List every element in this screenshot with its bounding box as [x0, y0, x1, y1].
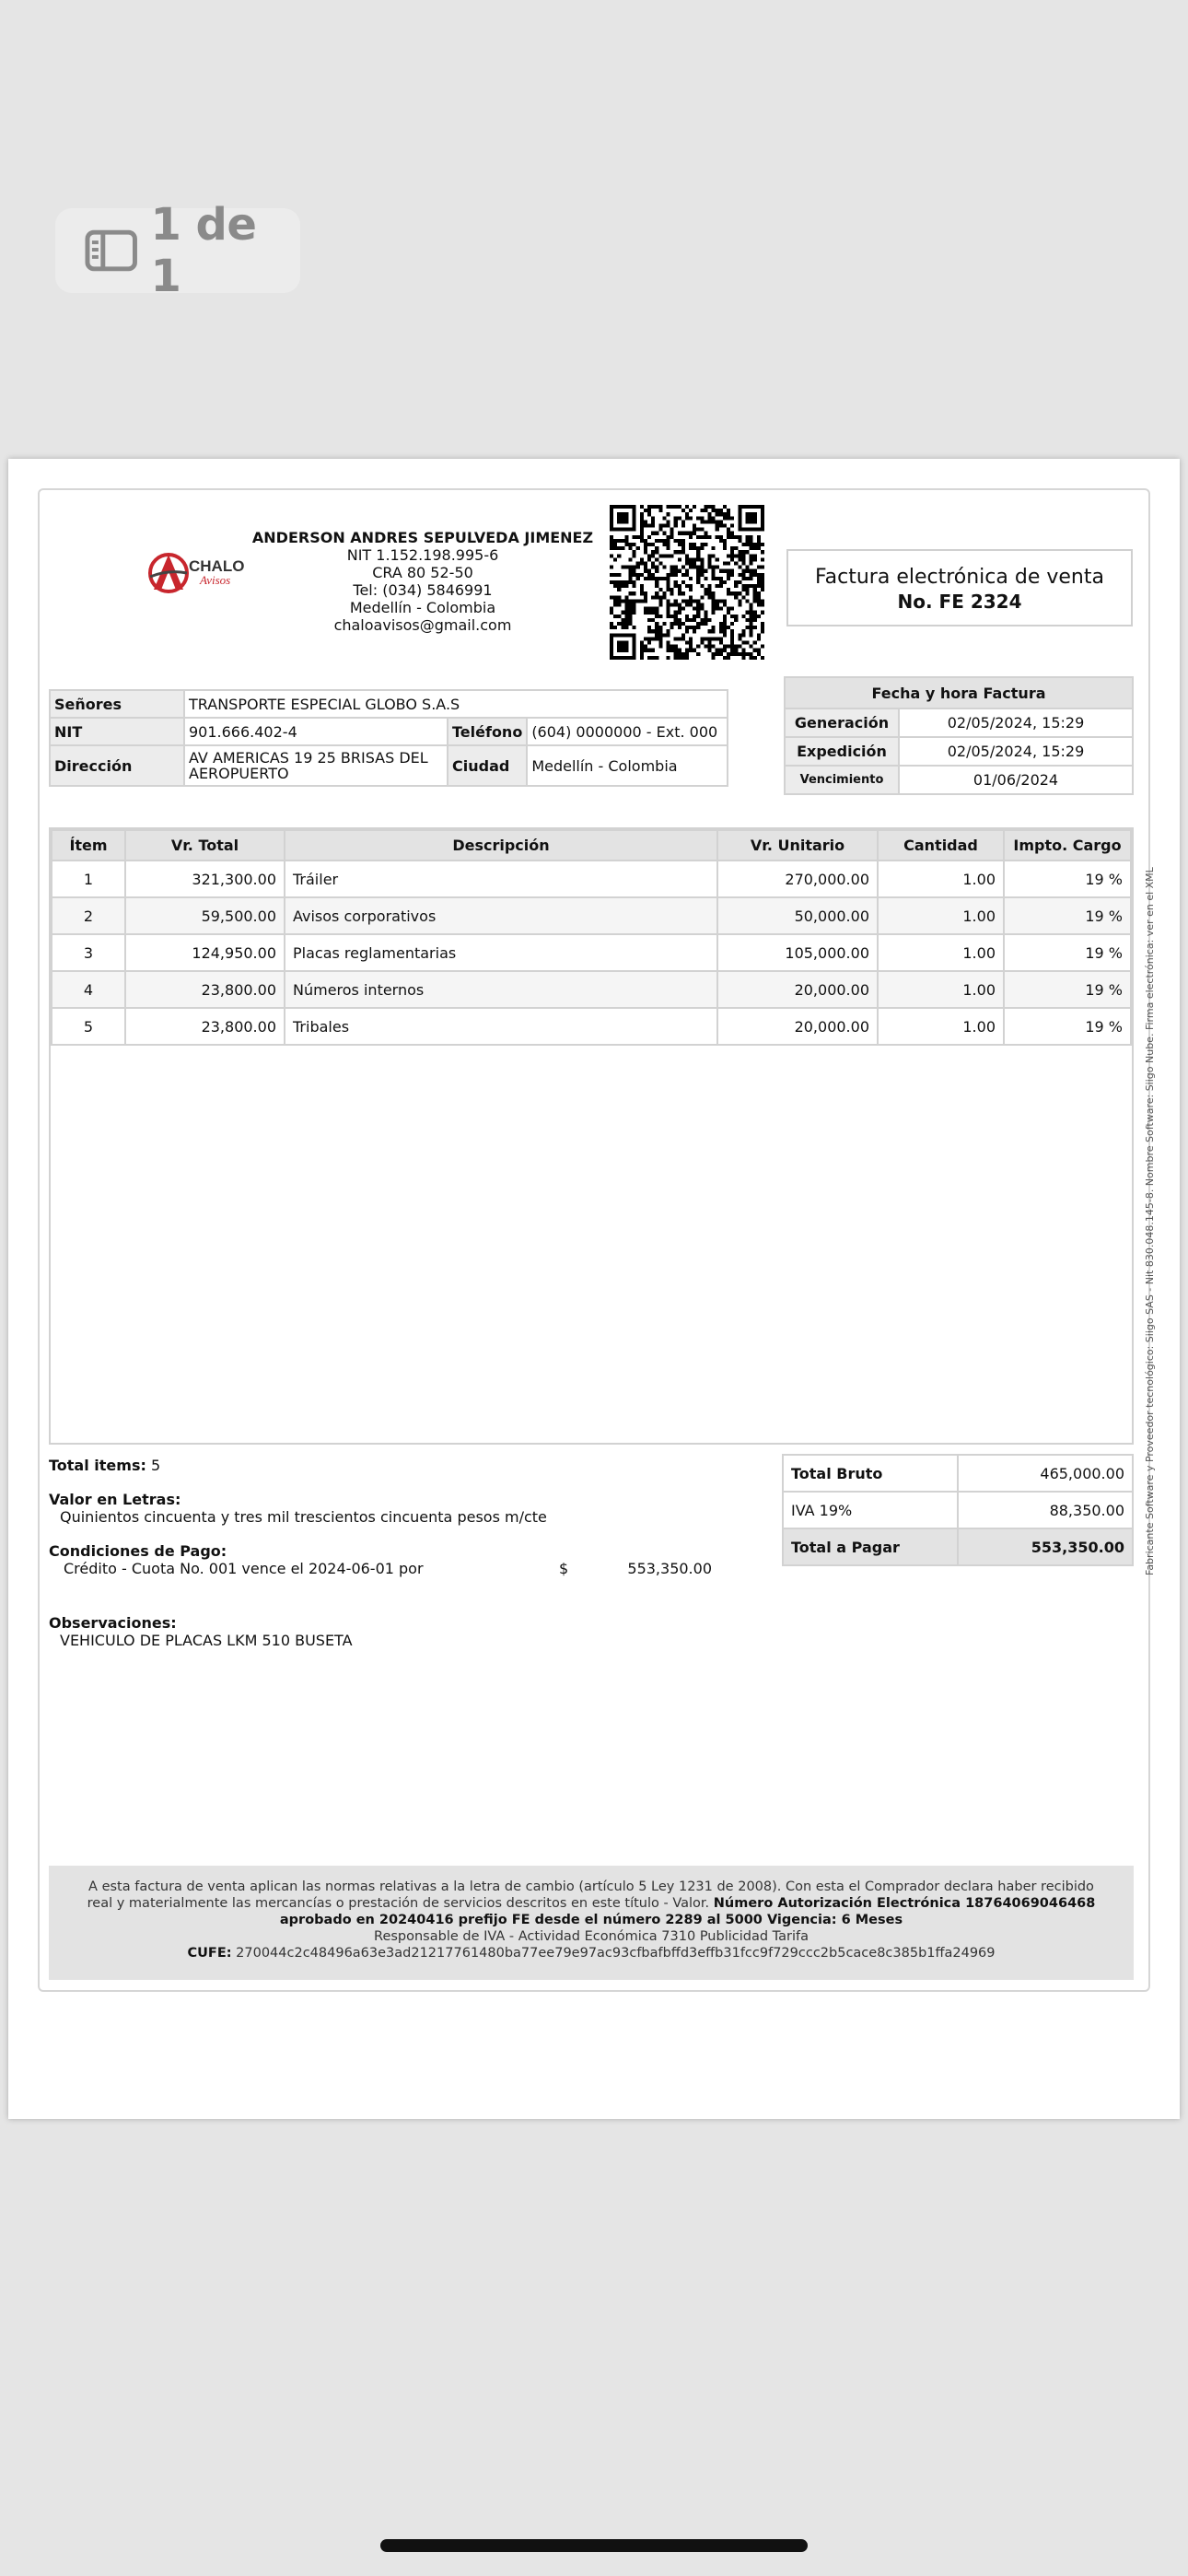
total-pagar-value: 553,350.00: [958, 1528, 1133, 1565]
cell-total: 23,800.00: [125, 971, 285, 1008]
cell-cantidad: 1.00: [878, 1008, 1004, 1045]
emitter-name: ANDERSON ANDRES SEPULVEDA JIMENEZ: [251, 529, 594, 546]
expedicion-label: Expedición: [785, 737, 899, 766]
cell-unitario: 105,000.00: [717, 934, 878, 971]
cell-item: 3: [52, 934, 125, 971]
cell-cantidad: 1.00: [878, 934, 1004, 971]
nit-label: NIT: [50, 718, 184, 745]
total-pagar-label: Total a Pagar: [783, 1528, 958, 1565]
observaciones: [49, 1614, 353, 1649]
dates-table: [784, 676, 1134, 795]
col-descripcion: Descripción: [285, 830, 717, 861]
legal-footer: [49, 1866, 1134, 1980]
condiciones-row: [49, 1560, 749, 1580]
total-bruto-value: 465,000.00: [958, 1455, 1133, 1492]
nit-value: 901.666.402-4: [184, 718, 448, 745]
cell-descripcion: Tráiler: [285, 861, 717, 897]
table-row: [52, 861, 1131, 897]
client-table: [49, 689, 728, 787]
ciudad-label: Ciudad: [448, 745, 527, 786]
cufe-label: CUFE:: [187, 1946, 232, 1961]
cell-impto: 19 %: [1004, 1008, 1131, 1045]
cell-impto: 19 %: [1004, 861, 1131, 897]
items-table: [51, 829, 1132, 1046]
cell-item: 4: [52, 971, 125, 1008]
cell-descripcion: Tribales: [285, 1008, 717, 1045]
condiciones-currency: $: [559, 1560, 569, 1577]
iva-responsibility: Responsable de IVA - Actividad Económica 7310 Publicidad Tarifa: [374, 1929, 809, 1944]
telefono-label: Teléfono: [448, 718, 527, 745]
valor-letras-label: Valor en Letras:: [49, 1491, 181, 1508]
col-cantidad: Cantidad: [878, 830, 1004, 861]
svg-text:CHALO: CHALO: [189, 557, 245, 575]
cell-impto: 19 %: [1004, 971, 1131, 1008]
emitter-phone: Tel: (034) 5846991: [353, 581, 493, 599]
page-indicator[interactable]: [55, 199, 300, 302]
condiciones-value: Crédito - Cuota No. 001 vence el 2024-06-01 por: [64, 1560, 424, 1577]
col-total: Vr. Total: [125, 830, 285, 861]
invoice-document: [8, 459, 1180, 2119]
chalo-avisos-logo: [146, 549, 262, 595]
invoice-summary: [49, 1457, 749, 1580]
dates-header: Fecha y hora Factura: [785, 677, 1133, 708]
ciudad-value: Medellín - Colombia: [527, 745, 728, 786]
direccion-label: Dirección: [50, 745, 184, 786]
observaciones-value: VEHICULO DE PLACAS LKM 510 BUSETA: [60, 1632, 353, 1649]
totals-table: [782, 1454, 1134, 1566]
valor-letras-value: Quinientos cincuenta y tres mil trescientos cincuenta pesos m/cte: [60, 1508, 547, 1526]
cell-total: 59,500.00: [125, 897, 285, 934]
senores-value: TRANSPORTE ESPECIAL GLOBO S.A.S: [184, 690, 728, 718]
iva-label: IVA 19%: [783, 1492, 958, 1528]
table-row: [52, 1008, 1131, 1045]
page-indicator-text: 1 de 1: [150, 199, 257, 302]
condiciones-amount: 553,350.00: [627, 1560, 712, 1577]
vencimiento-value: 01/06/2024: [899, 766, 1133, 794]
iva-value: 88,350.00: [958, 1492, 1133, 1528]
cell-unitario: 20,000.00: [717, 1008, 878, 1045]
cell-total: 124,950.00: [125, 934, 285, 971]
table-row: [52, 897, 1131, 934]
cell-item: 1: [52, 861, 125, 897]
col-unitario: Vr. Unitario: [717, 830, 878, 861]
observaciones-label: Observaciones:: [49, 1614, 177, 1632]
total-bruto-label: Total Bruto: [783, 1455, 958, 1492]
cell-cantidad: 1.00: [878, 897, 1004, 934]
cell-item: 5: [52, 1008, 125, 1045]
condiciones-label: Condiciones de Pago:: [49, 1542, 227, 1560]
vencimiento-label: Vencimiento: [785, 766, 899, 794]
col-impto: Impto. Cargo: [1004, 830, 1131, 861]
cell-impto: 19 %: [1004, 897, 1131, 934]
direccion-value: AV AMERICAS 19 25 BRISAS DEL AEROPUERTO: [184, 745, 448, 786]
cell-impto: 19 %: [1004, 934, 1131, 971]
cell-unitario: 20,000.00: [717, 971, 878, 1008]
cell-descripcion: Placas reglamentarias: [285, 934, 717, 971]
invoice-number: No. FE 2324: [897, 591, 1022, 613]
legal-text: A esta factura de venta aplican las normas relativas a la letra de cambio (artículo 5 Ley 1231 de 2008). Con esta el Comprador declara haber recibido real y materialmente las mercancías o prestación de servicios descritos en este título - Valor.: [87, 1879, 1094, 1911]
invoice-title: Factura electrónica de venta: [815, 566, 1104, 589]
emitter-address: CRA 80 52-50: [372, 564, 473, 581]
cufe-value: 270044c2c48496a63e3ad21217761480ba77ee79e97ac93cfbafbffd3effb31fcc9f729ccc2b5cace8c385b1ffa24969: [236, 1946, 996, 1961]
svg-text:Avisos: Avisos: [200, 573, 231, 587]
cell-cantidad: 1.00: [878, 971, 1004, 1008]
authorization-text: Número Autorización Electrónica 18764069046468 aprobado en 20240416 prefijo FE desde el número 2289 al 5000 Vigencia: 6 Meses: [279, 1896, 1096, 1927]
cell-total: 23,800.00: [125, 1008, 285, 1045]
invoice-title-box: [786, 549, 1133, 626]
items-area: [49, 827, 1134, 1445]
emitter-email: chaloavisos@gmail.com: [333, 616, 512, 634]
home-indicator[interactable]: [380, 2539, 808, 2552]
cell-total: 321,300.00: [125, 861, 285, 897]
total-items-label: Total items:: [49, 1457, 146, 1474]
sidebar-icon: [85, 229, 137, 272]
cell-unitario: 270,000.00: [717, 861, 878, 897]
cell-cantidad: 1.00: [878, 861, 1004, 897]
table-row: [52, 934, 1131, 971]
cell-descripcion: Números internos: [285, 971, 717, 1008]
emitter-info: [248, 529, 598, 634]
total-items-value: 5: [150, 1457, 161, 1474]
emitter-nit: NIT 1.152.198.995-6: [346, 546, 499, 564]
senores-label: Señores: [50, 690, 184, 718]
generacion-label: Generación: [785, 708, 899, 737]
cell-item: 2: [52, 897, 125, 934]
qr-code: [610, 505, 764, 660]
table-row: [52, 971, 1131, 1008]
emitter-city: Medellín - Colombia: [349, 599, 496, 616]
software-provider-text: Fabricante Software y Proveedor tecnológico: Siigo SAS - Nit 830.048.145-8. Nombre Software: Siigo Nube. Firma electrónica: ver en el XML: [1144, 867, 1156, 1575]
cell-descripcion: Avisos corporativos: [285, 897, 717, 934]
generacion-value: 02/05/2024, 15:29: [899, 708, 1133, 737]
cell-unitario: 50,000.00: [717, 897, 878, 934]
expedicion-value: 02/05/2024, 15:29: [899, 737, 1133, 766]
col-item: Ítem: [52, 830, 125, 861]
telefono-value: (604) 0000000 - Ext. 000: [527, 718, 728, 745]
